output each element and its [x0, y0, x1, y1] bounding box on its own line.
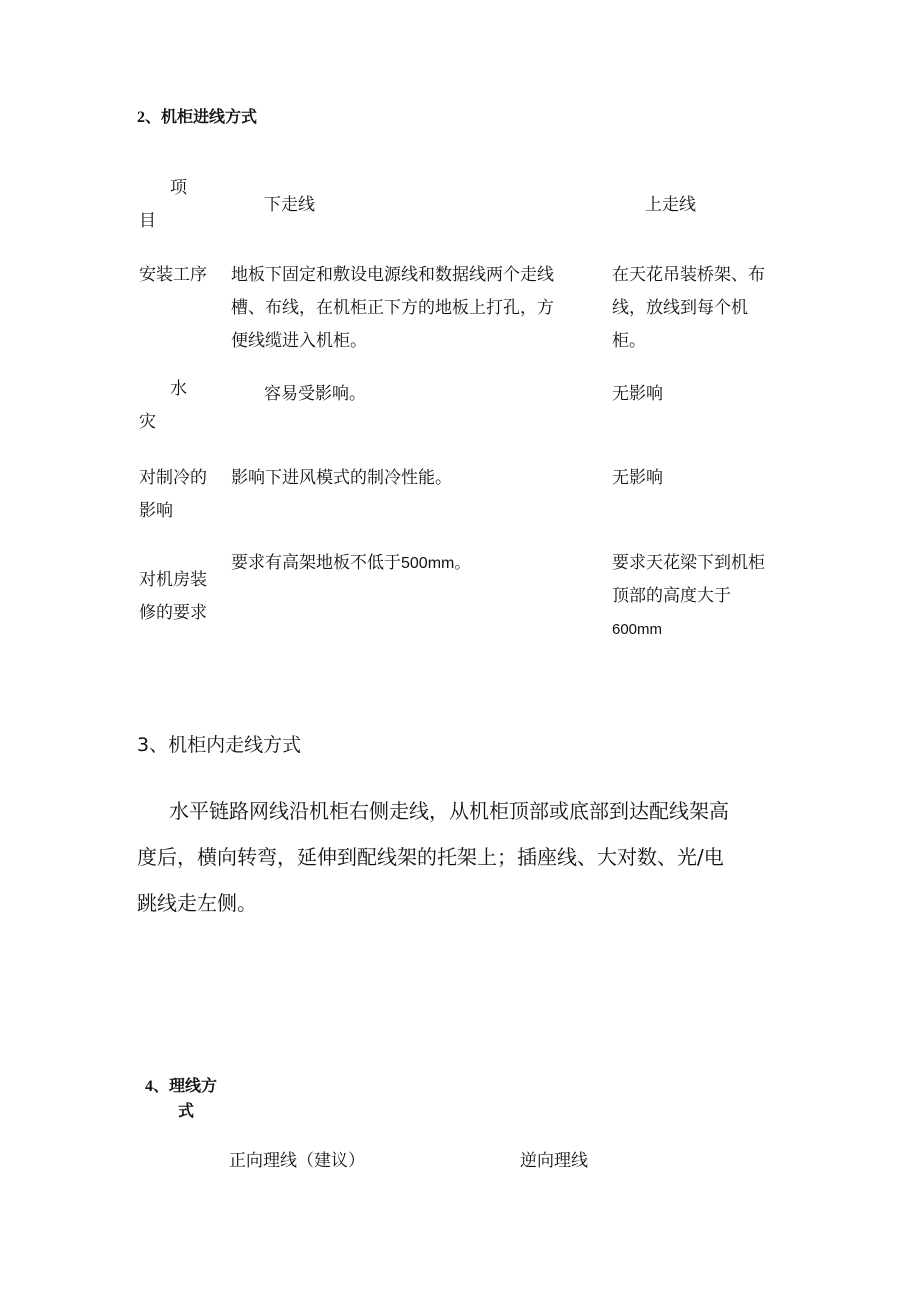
row-flooding-bottom: 容易受影响。: [264, 384, 366, 404]
table-header-top-cabling: 上走线: [645, 195, 696, 215]
section-2-heading: 2、机柜进线方式: [137, 107, 258, 126]
row-flooding-label-line1: 水: [170, 379, 187, 399]
row-renovation-label: 对机房装 修的要求: [139, 570, 207, 623]
row-renovation-bottom: 要求有高架地板不低于500mm。: [231, 553, 471, 573]
row-installation-label: 安装工序: [139, 265, 207, 285]
section-4-heading-line2: 式: [178, 1101, 195, 1120]
option-forward-cabling: 正向理线（建议）: [229, 1151, 365, 1171]
section-4-heading: 4、理线方: [145, 1076, 218, 1095]
table-header-item-line2: 目: [139, 211, 156, 231]
table-header-bottom-cabling: 下走线: [264, 195, 315, 215]
row-cooling-bottom: 影响下进风模式的制冷性能。: [231, 468, 452, 488]
row-flooding-top: 无影响: [612, 384, 663, 404]
row-cooling-top: 无影响: [612, 468, 663, 488]
row-installation-top: 在天花吊装桥架、布 线，放线到每个机 柜。: [612, 265, 765, 351]
section-3-paragraph: 水平链路网线沿机柜右侧走线，从机柜顶部或底部到达配线架高 度后，横向转弯，延伸到配线架的托架上；插座线、大对数、光/电 跳线走左侧。: [137, 799, 729, 915]
option-reverse-cabling: 逆向理线: [520, 1151, 588, 1171]
row-renovation-top: 要求天花梁下到机柜 顶部的高度大于 600mm: [612, 553, 765, 638]
row-cooling-label: 对制冷的 影响: [139, 468, 207, 521]
row-flooding-label-line2: 灾: [139, 412, 156, 432]
section-3-heading: 3、机柜内走线方式: [137, 734, 302, 756]
table-header-item-line1: 项: [170, 178, 187, 198]
row-installation-bottom: 地板下固定和敷设电源线和数据线两个走线 槽、布线，在机柜正下方的地板上打孔，方 便线缆进入机柜。: [231, 265, 554, 351]
